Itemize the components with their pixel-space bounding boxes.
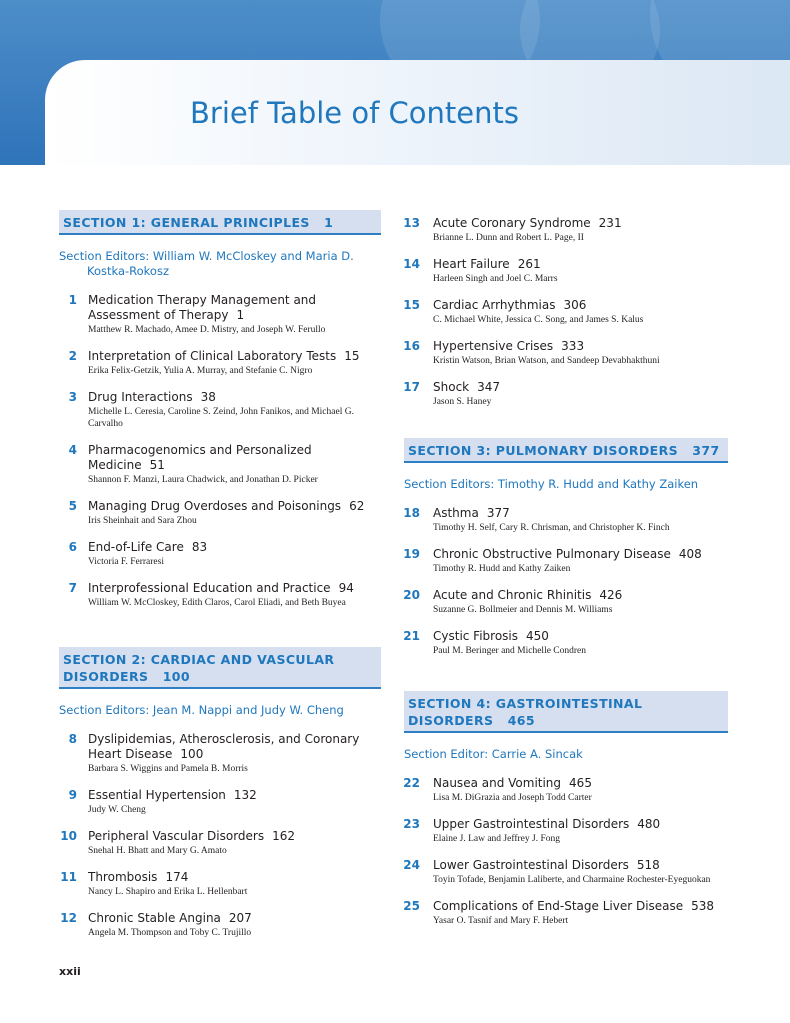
chapter-number: 9: [68, 788, 77, 802]
chapter-number: 19: [403, 547, 420, 561]
chapter-number: 21: [403, 629, 420, 643]
chapter-authors: Victoria F. Ferraresi: [88, 557, 164, 567]
chapter-authors: Jason S. Haney: [433, 397, 492, 407]
chapter-title: Acute Coronary Syndrome: [433, 216, 591, 230]
chapter-title: Hypertensive Crises: [433, 339, 554, 353]
chapter-authors: Michelle L. Ceresia, Caroline S. Zeind, John Fanikos, and Michael G. Carvalho: [88, 407, 354, 429]
section-2-heading[interactable]: [59, 647, 381, 689]
chapter-number: 17: [403, 380, 420, 394]
chapter-authors: C. Michael White, Jessica C. Song, and James S. Kalus: [433, 315, 644, 325]
chapter-title: Thrombosis: [88, 870, 158, 884]
chapter-title: Chronic Stable Angina: [88, 911, 221, 925]
section-heading-text: SECTION 2: CARDIAC AND VASCULAR: [63, 652, 335, 667]
chapter-number: 12: [60, 911, 77, 925]
chapter-title: End-of-Life Care: [88, 540, 184, 554]
chapter-authors: Harleen Singh and Joel C. Marrs: [433, 274, 558, 284]
section-heading-text: DISORDERS: [63, 669, 149, 684]
chapter-authors: Toyin Tofade, Benjamin Laliberte, and Charmaine Rochester-Eyeguokan: [433, 875, 711, 885]
section-editors: [59, 249, 381, 279]
chapter-authors: Paul M. Beringer and Michelle Condren: [433, 646, 587, 656]
section-3-heading[interactable]: [404, 438, 728, 463]
toc-entry[interactable]: [404, 216, 728, 244]
chapter-page: 347: [477, 380, 501, 394]
section-page: 377: [692, 443, 720, 458]
chapter-authors: Lisa M. DiGrazia and Joseph Todd Carter: [433, 793, 592, 803]
chapter-authors: Judy W. Cheng: [88, 805, 146, 815]
chapter-page: 518: [636, 858, 660, 872]
toc-entry[interactable]: [404, 817, 728, 845]
chapter-authors: Timothy R. Hudd and Kathy Zaiken: [433, 564, 571, 574]
chapter-title: Cardiac Arrhythmias: [433, 298, 556, 312]
chapter-page: 377: [486, 506, 510, 520]
toc-entry[interactable]: [59, 390, 381, 430]
chapter-number: 25: [403, 899, 420, 913]
toc-entry[interactable]: [404, 257, 728, 285]
chapter-title: Peripheral Vascular Disorders: [88, 829, 265, 843]
chapter-title: Essential Hypertension: [88, 788, 226, 802]
chapter-number: 5: [68, 499, 77, 513]
chapter-page: 426: [599, 588, 623, 602]
toc-entry[interactable]: [59, 788, 381, 816]
section-editors: Section Editors: Timothy R. Hudd and Kathy Zaiken: [404, 477, 699, 491]
section-editors: Section Editors: Jean M. Nappi and Judy W. Cheng: [59, 703, 344, 717]
toc-entry[interactable]: [59, 870, 381, 898]
chapter-page: 207: [228, 911, 252, 925]
chapter-number: 3: [68, 390, 77, 404]
toc-entry[interactable]: [404, 858, 728, 886]
toc-entry[interactable]: [404, 588, 728, 616]
section-page: 465: [507, 713, 535, 728]
toc-entry[interactable]: [59, 581, 381, 609]
chapter-number: 2: [68, 349, 77, 363]
chapter-page: 465: [569, 776, 592, 790]
chapter-number: 1: [68, 293, 77, 307]
chapter-authors: Angela M. Thompson and Toby C. Trujillo: [88, 928, 252, 938]
toc-entry[interactable]: [404, 547, 728, 575]
chapter-number: 23: [403, 817, 420, 831]
toc-entry[interactable]: [404, 298, 728, 326]
chapter-title: Medication Therapy Management and Assessment of Therapy: [88, 293, 317, 322]
chapter-page: 333: [561, 339, 585, 353]
section-1-heading[interactable]: [59, 210, 381, 235]
chapter-page: 51: [149, 458, 165, 472]
chapter-authors: Brianne L. Dunn and Robert L. Page, II: [433, 233, 584, 243]
chapter-authors: Shannon F. Manzi, Laura Chadwick, and Jonathan D. Picker: [88, 475, 318, 485]
right-column: [404, 216, 728, 940]
section-editors: Section Editor: Carrie A. Sincak: [404, 747, 583, 761]
chapter-authors: Kristin Watson, Brian Watson, and Sandeep Devabhakthuni: [433, 356, 660, 366]
section-heading-text: SECTION 3: PULMONARY DISORDERS: [408, 443, 679, 458]
chapter-number: 18: [403, 506, 420, 520]
chapter-authors: Nancy L. Shapiro and Erika L. Hellenbart: [88, 887, 248, 897]
section-4-heading[interactable]: [404, 691, 728, 733]
chapter-authors: William W. McCloskey, Edith Claros, Carol Eliadi, and Beth Buyea: [88, 598, 346, 608]
chapter-page: 162: [272, 829, 296, 843]
toc-entry[interactable]: [59, 443, 381, 486]
chapter-number: 11: [60, 870, 77, 884]
chapter-title: Asthma: [433, 506, 479, 520]
chapter-title: Complications of End-Stage Liver Disease: [433, 899, 684, 913]
chapter-number: 24: [403, 858, 420, 872]
toc-entry[interactable]: [59, 732, 381, 775]
chapter-title: Shock: [433, 380, 470, 394]
chapter-page: 480: [637, 817, 661, 831]
chapter-authors: Matthew R. Machado, Amee D. Mistry, and Joseph W. Ferullo: [88, 325, 326, 335]
chapter-page: 306: [563, 298, 587, 312]
toc-entry[interactable]: [59, 499, 381, 527]
toc-entry[interactable]: [404, 506, 728, 534]
section-page: 1: [324, 215, 334, 230]
chapter-title: Cystic Fibrosis: [433, 629, 519, 643]
chapter-page: 450: [526, 629, 549, 643]
editors-line: Kostka-Rokosz: [87, 264, 169, 278]
chapter-page: 408: [678, 547, 702, 561]
toc-entry[interactable]: [404, 776, 728, 804]
chapter-page: 538: [691, 899, 715, 913]
chapter-number: 15: [403, 298, 420, 312]
chapter-number: 16: [403, 339, 420, 353]
page-number: xxii: [59, 965, 81, 978]
toc-entry[interactable]: [404, 380, 728, 408]
chapter-page: 174: [165, 870, 189, 884]
chapter-title: Managing Drug Overdoses and Poisonings: [88, 499, 342, 513]
left-column: [59, 210, 381, 952]
toc-entry[interactable]: [59, 540, 381, 568]
chapter-authors: Suzanne G. Bollmeier and Dennis M. Williams: [433, 605, 613, 615]
chapter-authors: Erika Felix-Getzik, Yulia A. Murray, and Stefanie C. Nigro: [88, 366, 313, 376]
chapter-title: Drug Interactions: [88, 390, 193, 404]
chapter-page: 231: [598, 216, 622, 230]
chapter-title: Nausea and Vomiting: [433, 776, 562, 790]
chapter-page: 83: [191, 540, 208, 554]
toc-entry[interactable]: [59, 349, 381, 377]
chapter-title: Upper Gastrointestinal Disorders: [433, 817, 630, 831]
chapter-authors: Elaine J. Law and Jeffrey J. Fong: [433, 834, 560, 844]
toc-entry[interactable]: [404, 629, 728, 657]
chapter-page: 15: [344, 349, 360, 363]
header-banner: [0, 0, 790, 165]
chapter-authors: Barbara S. Wiggins and Pamela B. Morris: [88, 764, 248, 774]
chapter-title: Dyslipidemias, Atherosclerosis, and Coronary Heart Disease: [88, 732, 360, 761]
toc-entry[interactable]: [59, 829, 381, 857]
editors-line: Section Editors: William W. McCloskey and Maria D.: [59, 249, 354, 263]
page-title: Brief Table of Contents: [190, 96, 519, 130]
chapter-number: 6: [68, 540, 77, 554]
chapter-title: Lower Gastrointestinal Disorders: [433, 858, 629, 872]
chapter-number: 22: [403, 776, 420, 790]
toc-entry[interactable]: [59, 911, 381, 939]
section-heading-text: DISORDERS: [408, 713, 494, 728]
chapter-page: 94: [338, 581, 354, 595]
chapter-number: 20: [403, 588, 420, 602]
toc-entry[interactable]: [404, 899, 728, 927]
section-heading-text: SECTION 4: GASTROINTESTINAL: [408, 696, 643, 711]
section-page: 100: [162, 669, 190, 684]
chapter-title: Acute and Chronic Rhinitis: [433, 588, 592, 602]
chapter-page: 261: [517, 257, 541, 271]
chapter-number: 14: [403, 257, 420, 271]
chapter-number: 13: [403, 216, 420, 230]
chapter-authors: Iris Sheinhait and Sara Zhou: [88, 516, 197, 526]
chapter-page: 62: [349, 499, 365, 513]
chapter-number: 8: [68, 732, 77, 746]
chapter-number: 4: [68, 443, 77, 457]
section-heading-text: SECTION 1: GENERAL PRINCIPLES: [63, 215, 310, 230]
chapter-authors: Timothy H. Self, Cary R. Chrisman, and Christopher K. Finch: [433, 523, 670, 533]
chapter-title: Heart Failure: [433, 257, 510, 271]
toc-entry[interactable]: [404, 339, 728, 367]
chapter-page: 100: [180, 747, 204, 761]
chapter-title: Pharmacogenomics and Personalized Medicine: [88, 443, 312, 472]
chapter-page: 38: [200, 390, 216, 404]
chapter-page: 132: [233, 788, 257, 802]
chapter-number: 7: [68, 581, 77, 595]
chapter-title: Interprofessional Education and Practice: [88, 581, 331, 595]
chapter-authors: Snehal H. Bhatt and Mary G. Amato: [88, 846, 227, 856]
chapter-number: 10: [60, 829, 77, 843]
chapter-page: 1: [236, 308, 245, 322]
chapter-title: Chronic Obstructive Pulmonary Disease: [433, 547, 671, 561]
chapter-authors: Yasar O. Tasnif and Mary F. Hebert: [433, 916, 569, 926]
chapter-title: Interpretation of Clinical Laboratory Tests: [88, 349, 337, 363]
toc-entry[interactable]: [59, 293, 381, 336]
